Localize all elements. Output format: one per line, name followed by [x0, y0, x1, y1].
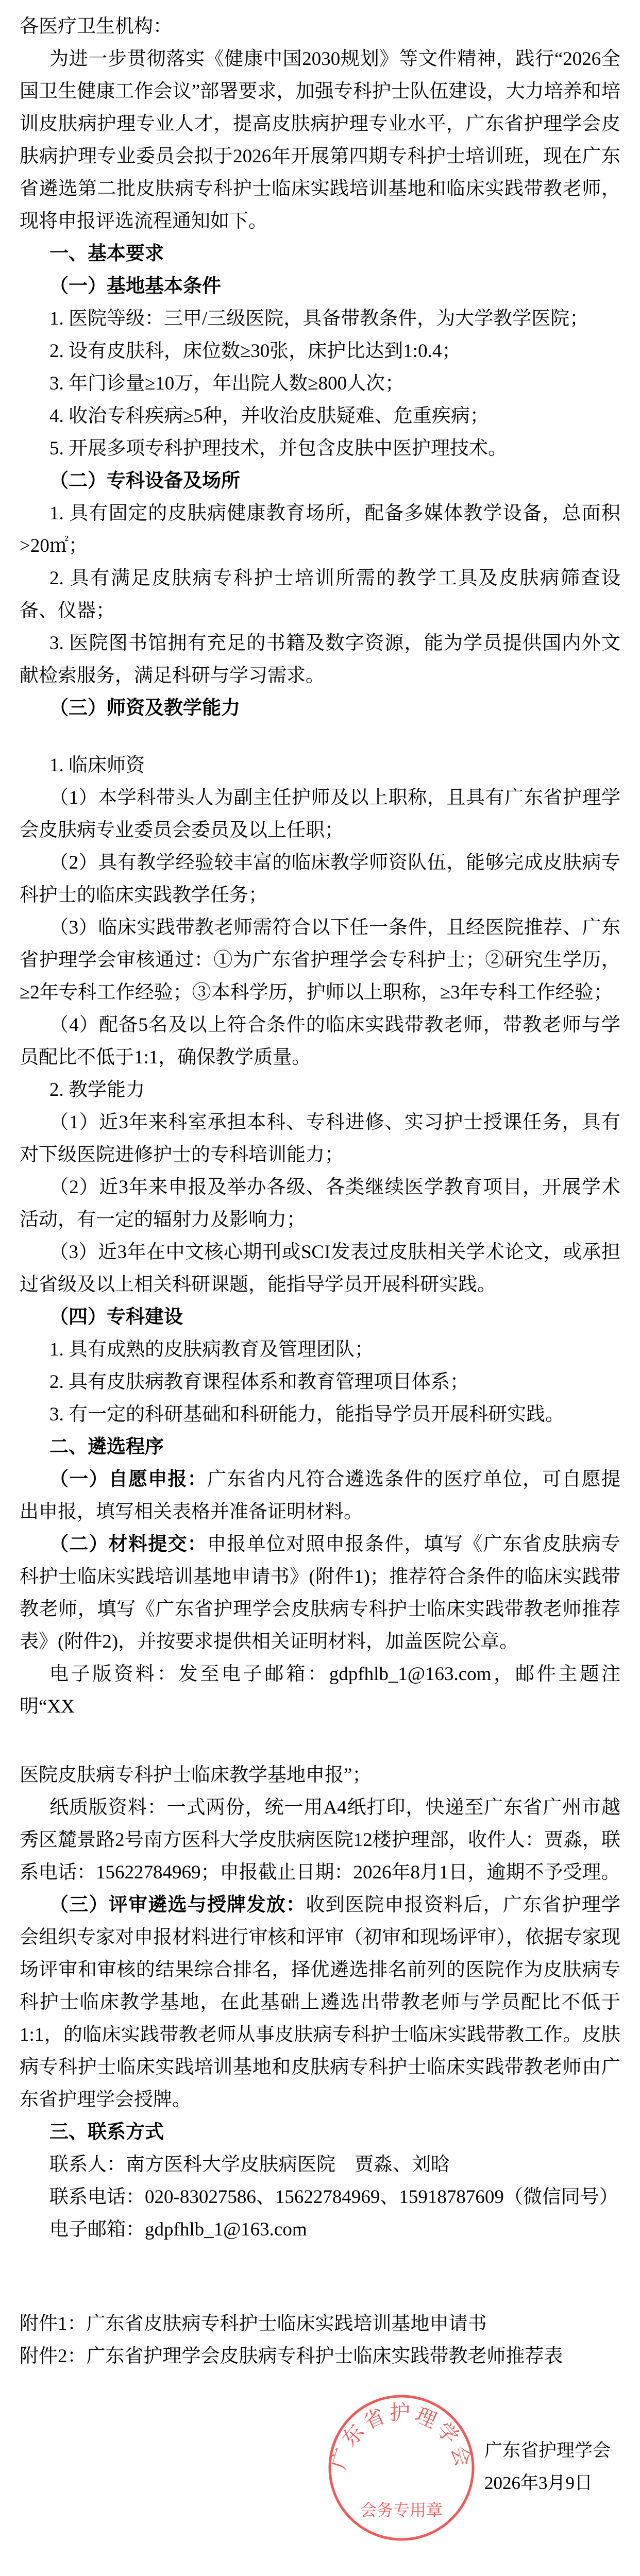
list-item: 3. 有一定的科研基础和科研能力，能指导学员开展科研实践。: [49, 1404, 564, 1425]
list-item: （3）临床实践带教老师需符合以下任一条件，且经医院推荐、广东省护理学会审核通过：①为广东省护理学会专科护士；②研究生学历，≥2年专科工作经验；③本科学历，护师以上职称，≥3年专科工作经验；: [20, 917, 620, 1003]
seal-arc-text: 广东省护理学会: [327, 2401, 476, 2472]
list-item: 1. 具有成熟的皮肤病教育及管理团队；: [49, 1339, 374, 1360]
step-label: （二）材料提交：: [49, 1534, 207, 1555]
list-item: 3. 医院图书馆拥有充足的书籍及数字资源，能为学员提供国内外文献检索服务，满足科研与学习需求。: [20, 633, 620, 686]
subheading-base-conditions: （一）基地基本条件: [49, 276, 221, 297]
list-item: 2. 具有满足皮肤病专科护士培训所需的教学工具及皮肤病筛查设备、仪器；: [20, 568, 620, 621]
step-material-submission: [20, 1528, 620, 1658]
step-text: 收到医院申报资料后，广东省护理学会组织专家对申报材料进行审核和评审（初审和现场评审），依据专家现场评审和审核的结果综合排名，择优遴选排名前列的医院作为皮肤病专科护士临床教学基地，在此基础上遴选出带教老师与学员配比不低于1:1，的临床实践带教老师从事皮肤病专科护士临床实践带教工作。皮肤病专科护士临床实践培训基地和皮肤病专科护士临床实践带教老师由广东省护理学会授牌。: [20, 1894, 620, 2110]
attachment-1: 附件1：广东省皮肤病专科护士临床实践培训基地申请书: [20, 2313, 487, 2334]
contact-phone: 联系电话：020-83027586、15622784969、15918787609（微信同号）: [49, 2187, 618, 2208]
list-item: 2. 设有皮肤科，床位数≥30张，床护比达到1:0.4；: [49, 341, 461, 362]
list-item: （1）本学科带头人为副主任护师及以上职称，且具有广东省护理学会皮肤病专业委员会委员及以上任职；: [20, 787, 620, 841]
official-seal-stamp: [327, 2393, 476, 2543]
step-text: 申报单位对照申报条件，填写《广东省皮肤病专科护士临床实践培训基地申请书》(附件1)；推荐符合条件的临床实践带教老师，填写《广东省护理学会皮肤病专科护士临床实践带教老师推荐表》(附件2)，并按要求提供相关证明材料，加盖医院公章。: [20, 1534, 620, 1652]
step-label: （一）自愿申报：: [49, 1469, 207, 1490]
subheading-specialty-building: （四）专科建设: [49, 1307, 183, 1328]
signature-block: [484, 2434, 620, 2499]
list-item: （1）近3年来科室承担本科、专科进修、实习护士授课任务，具有对下级医院进修护士的专科培训能力；: [20, 1112, 620, 1165]
list-item: 2. 具有皮肤病教育课程体系和教育管理项目体系；: [49, 1371, 469, 1393]
subheading-equipment: （二）专科设备及场所: [49, 470, 240, 492]
list-item: 4. 收治专科疾病≥5种，并收治皮肤疑难、危重疾病；: [49, 405, 489, 427]
section-heading-contact: 三、联系方式: [49, 2122, 164, 2143]
salutation: 各医疗卫生机构：: [20, 16, 172, 37]
paper-materials-paragraph: 纸质版资料：一式两份，统一用A4纸打印，快递至广东省广州市越秀区麓景路2号南方医科大学皮肤病医院12楼护理部，收件人：贾淼，联系电话：15622784969；申报截止日期：2026年8月1日，逾期不予受理。: [20, 1797, 620, 1883]
step-label: （三）评审遴选与授牌发放：: [49, 1894, 306, 1916]
list-item: （3）近3年在中文核心期刊或SCI发表过皮肤相关学术论文，或承担过省级及以上相关科研课题，能指导学员开展科研实践。: [20, 1242, 620, 1295]
electronic-materials-line: 电子版资料：发至电子邮箱：gdpfhlb_1@163.com，邮件主题注明“XX: [20, 1664, 620, 1717]
section-heading-selection-procedure: 二、遴选程序: [49, 1436, 164, 1458]
contact-email: 电子邮箱：gdpfhlb_1@163.com: [49, 2219, 307, 2240]
group-title-teaching-ability: 2. 教学能力: [49, 1079, 145, 1100]
seal-bottom-text: 会务专用章: [360, 2500, 443, 2520]
contact-person: 联系人：南方医科大学皮肤病医院 贾淼、刘晗: [49, 2154, 450, 2175]
intro-paragraph: 为进一步贯彻落实《健康中国2030规划》等文件精神，践行“2026全国卫生健康工作会议”部署要求，加强专科护士队伍建设，大力培养和培训皮肤病护理专业人才，提高皮肤病护理专业水平，广东省护理学会皮肤病护理专业委员会拟于2026年开展第四期专科护士培训班，现在广东省遴选第二批皮肤病专科护士临床实践培训基地和临床实践带教老师，现将申报评选流程通知如下。: [20, 48, 620, 232]
group-title-clinical-staff: 1. 临床师资: [49, 755, 145, 776]
electronic-materials-line-cont: 医院皮肤病专科护士临床教学基地申报”；: [20, 1765, 372, 1786]
closing-block: [20, 2393, 620, 2545]
signature-date: 2026年3月9日: [484, 2473, 593, 2493]
subheading-teaching-staff: （三）师资及教学能力: [49, 698, 240, 719]
attachment-2: 附件2：广东省护理学会皮肤病专科护士临床实践带教老师推荐表: [20, 2346, 563, 2367]
signature-org: 广东省护理学会: [484, 2441, 611, 2461]
list-item: （2）具有教学经验较丰富的临床教学师资队伍，能够完成皮肤病专科护士的临床实践教学任务；: [20, 852, 620, 906]
list-item: 3. 年门诊量≥10万，年出院人数≥800人次；: [49, 373, 405, 394]
list-item: 1. 具有固定的皮肤病健康教育场所，配备多媒体教学设备，总面积>20㎡；: [20, 503, 620, 556]
step-review-awarding: [20, 1889, 620, 2116]
list-item: （4）配备5名及以上符合条件的临床实践带教老师，带教老师与学员配比不低于1:1，确保教学质量。: [20, 1014, 620, 1068]
list-item: 1. 医院等级：三甲/三级医院，具备带教条件，为大学教学医院；: [49, 308, 589, 329]
step-voluntary-application: [20, 1463, 620, 1528]
section-heading-basic-requirements: 一、基本要求: [49, 243, 164, 264]
step-text: 广东省内凡符合遴选条件的医疗单位，可自愿提出申报，填写相关表格并准备证明材料。: [20, 1469, 620, 1522]
list-item: （2）近3年来申报及举办各级、各类继续医学教育项目，开展学术活动，有一定的辐射力及影响力；: [20, 1177, 620, 1230]
list-item: 5. 开展多项专科护理技术，并包含皮肤中医护理技术。: [49, 438, 507, 459]
